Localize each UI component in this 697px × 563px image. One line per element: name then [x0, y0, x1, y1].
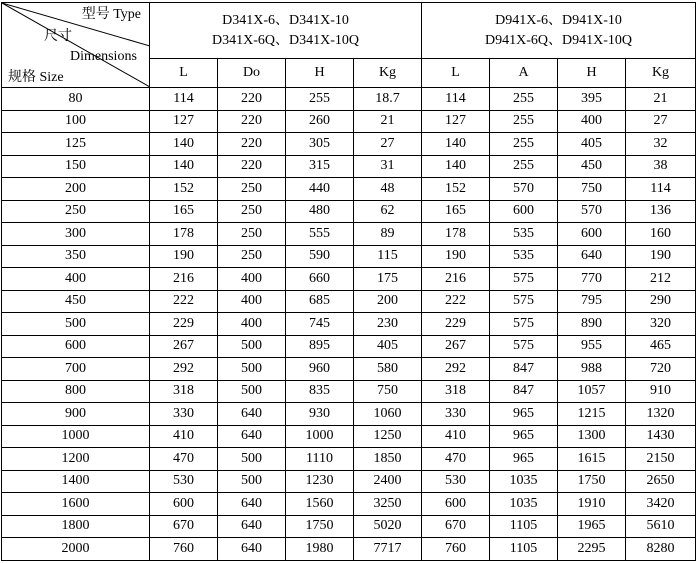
- table-row: [2, 178, 696, 201]
- value-cell: 178: [150, 223, 218, 246]
- value-cell: 229: [422, 313, 490, 336]
- size-cell: 350: [2, 245, 150, 268]
- value-cell: 160: [626, 223, 696, 246]
- size-cell: 600: [2, 335, 150, 358]
- table-row: [2, 110, 696, 133]
- value-cell: 575: [490, 268, 558, 291]
- value-cell: 960: [286, 358, 354, 381]
- size-label: 规格 Size: [8, 70, 64, 85]
- value-cell: 770: [558, 268, 626, 291]
- value-cell: 3250: [354, 493, 422, 516]
- value-cell: 910: [626, 380, 696, 403]
- value-cell: 1000: [286, 425, 354, 448]
- value-cell: 685: [286, 290, 354, 313]
- value-cell: 21: [626, 88, 696, 111]
- value-cell: 1035: [490, 470, 558, 493]
- value-cell: 555: [286, 223, 354, 246]
- value-cell: 410: [150, 425, 218, 448]
- value-cell: 250: [218, 178, 286, 201]
- value-cell: 1615: [558, 448, 626, 471]
- value-cell: 575: [490, 335, 558, 358]
- value-cell: 115: [354, 245, 422, 268]
- value-cell: 320: [626, 313, 696, 336]
- value-cell: 220: [218, 110, 286, 133]
- value-cell: 250: [218, 200, 286, 223]
- value-cell: 220: [218, 88, 286, 111]
- table-row: [2, 380, 696, 403]
- dimensions-label-cn: 尺寸: [44, 29, 72, 44]
- size-cell: 125: [2, 133, 150, 156]
- value-cell: 745: [286, 313, 354, 336]
- column-header: Do: [218, 59, 286, 88]
- size-cell: 700: [2, 358, 150, 381]
- value-cell: 660: [286, 268, 354, 291]
- value-cell: 575: [490, 290, 558, 313]
- table-row: [2, 290, 696, 313]
- value-cell: 405: [354, 335, 422, 358]
- value-cell: 250: [218, 245, 286, 268]
- value-cell: 500: [218, 358, 286, 381]
- value-cell: 140: [422, 133, 490, 156]
- value-cell: 89: [354, 223, 422, 246]
- value-cell: 1750: [286, 515, 354, 538]
- table-row: [2, 448, 696, 471]
- value-cell: 600: [422, 493, 490, 516]
- value-cell: 1430: [626, 425, 696, 448]
- value-cell: 290: [626, 290, 696, 313]
- value-cell: 1060: [354, 403, 422, 426]
- value-cell: 720: [626, 358, 696, 381]
- value-cell: 1910: [558, 493, 626, 516]
- value-cell: 670: [422, 515, 490, 538]
- value-cell: 292: [150, 358, 218, 381]
- value-cell: 535: [490, 245, 558, 268]
- value-cell: 847: [490, 358, 558, 381]
- column-header: Kg: [626, 59, 696, 88]
- value-cell: 21: [354, 110, 422, 133]
- model-group-line1: D941X-6、D941X-10: [495, 12, 622, 28]
- size-cell: 2000: [2, 538, 150, 561]
- column-header: H: [558, 59, 626, 88]
- value-cell: 255: [490, 133, 558, 156]
- model-group-d941x: [422, 3, 696, 59]
- value-cell: 400: [218, 268, 286, 291]
- value-cell: 930: [286, 403, 354, 426]
- value-cell: 140: [150, 155, 218, 178]
- header-corner-cell: [2, 3, 150, 88]
- value-cell: 250: [218, 223, 286, 246]
- value-cell: 400: [558, 110, 626, 133]
- value-cell: 847: [490, 380, 558, 403]
- value-cell: 62: [354, 200, 422, 223]
- value-cell: 1105: [490, 538, 558, 561]
- value-cell: 2650: [626, 470, 696, 493]
- value-cell: 895: [286, 335, 354, 358]
- value-cell: 795: [558, 290, 626, 313]
- table-row: [2, 88, 696, 111]
- column-header: H: [286, 59, 354, 88]
- value-cell: 670: [150, 515, 218, 538]
- value-cell: 640: [218, 425, 286, 448]
- value-cell: 127: [150, 110, 218, 133]
- column-header: L: [422, 59, 490, 88]
- value-cell: 450: [558, 155, 626, 178]
- value-cell: 330: [422, 403, 490, 426]
- table-row: [2, 515, 696, 538]
- size-cell: 500: [2, 313, 150, 336]
- value-cell: 114: [150, 88, 218, 111]
- table-row: [2, 470, 696, 493]
- value-cell: 318: [422, 380, 490, 403]
- value-cell: 267: [422, 335, 490, 358]
- table-row: [2, 538, 696, 561]
- value-cell: 222: [422, 290, 490, 313]
- value-cell: 835: [286, 380, 354, 403]
- value-cell: 212: [626, 268, 696, 291]
- value-cell: 38: [626, 155, 696, 178]
- value-cell: 760: [150, 538, 218, 561]
- size-cell: 1400: [2, 470, 150, 493]
- value-cell: 255: [490, 88, 558, 111]
- value-cell: 216: [150, 268, 218, 291]
- size-cell: 1200: [2, 448, 150, 471]
- value-cell: 988: [558, 358, 626, 381]
- value-cell: 1560: [286, 493, 354, 516]
- value-cell: 500: [218, 335, 286, 358]
- model-group-d341x: [150, 3, 422, 59]
- value-cell: 890: [558, 313, 626, 336]
- value-cell: 640: [558, 245, 626, 268]
- table-row: [2, 133, 696, 156]
- table-row: [2, 403, 696, 426]
- value-cell: 530: [422, 470, 490, 493]
- size-cell: 400: [2, 268, 150, 291]
- value-cell: 965: [490, 403, 558, 426]
- size-cell: 1600: [2, 493, 150, 516]
- value-cell: 200: [354, 290, 422, 313]
- value-cell: 530: [150, 470, 218, 493]
- value-cell: 32: [626, 133, 696, 156]
- table-row: [2, 493, 696, 516]
- value-cell: 600: [558, 223, 626, 246]
- table-row: [2, 358, 696, 381]
- value-cell: 500: [218, 470, 286, 493]
- value-cell: 114: [626, 178, 696, 201]
- value-cell: 470: [422, 448, 490, 471]
- value-cell: 330: [150, 403, 218, 426]
- dimensions-label-en: Dimensions: [70, 49, 137, 64]
- size-cell: 450: [2, 290, 150, 313]
- value-cell: 140: [150, 133, 218, 156]
- value-cell: 640: [218, 493, 286, 516]
- value-cell: 1320: [626, 403, 696, 426]
- value-cell: 2150: [626, 448, 696, 471]
- model-group-line2: D941X-6Q、D941X-10Q: [485, 32, 632, 48]
- value-cell: 230: [354, 313, 422, 336]
- value-cell: 127: [422, 110, 490, 133]
- value-cell: 750: [354, 380, 422, 403]
- value-cell: 640: [218, 403, 286, 426]
- value-cell: 580: [354, 358, 422, 381]
- value-cell: 165: [150, 200, 218, 223]
- size-cell: 800: [2, 380, 150, 403]
- value-cell: 410: [422, 425, 490, 448]
- value-cell: 222: [150, 290, 218, 313]
- value-cell: 229: [150, 313, 218, 336]
- value-cell: 175: [354, 268, 422, 291]
- type-label: 型号 Type: [81, 7, 141, 22]
- value-cell: 1250: [354, 425, 422, 448]
- value-cell: 1105: [490, 515, 558, 538]
- value-cell: 965: [490, 425, 558, 448]
- size-cell: 100: [2, 110, 150, 133]
- value-cell: 114: [422, 88, 490, 111]
- value-cell: 190: [422, 245, 490, 268]
- value-cell: 500: [218, 448, 286, 471]
- value-cell: 640: [218, 538, 286, 561]
- size-cell: 300: [2, 223, 150, 246]
- value-cell: 140: [422, 155, 490, 178]
- value-cell: 570: [490, 178, 558, 201]
- table-row: [2, 268, 696, 291]
- value-cell: 465: [626, 335, 696, 358]
- value-cell: 27: [354, 133, 422, 156]
- value-cell: 3420: [626, 493, 696, 516]
- dimension-table-wrapper: [1, 2, 696, 561]
- size-cell: 150: [2, 155, 150, 178]
- value-cell: 395: [558, 88, 626, 111]
- value-cell: 18.7: [354, 88, 422, 111]
- value-cell: 220: [218, 155, 286, 178]
- value-cell: 267: [150, 335, 218, 358]
- value-cell: 2400: [354, 470, 422, 493]
- value-cell: 7717: [354, 538, 422, 561]
- value-cell: 2295: [558, 538, 626, 561]
- value-cell: 1057: [558, 380, 626, 403]
- table-row: [2, 200, 696, 223]
- value-cell: 152: [150, 178, 218, 201]
- value-cell: 1980: [286, 538, 354, 561]
- value-cell: 440: [286, 178, 354, 201]
- value-cell: 255: [286, 88, 354, 111]
- size-cell: 1800: [2, 515, 150, 538]
- value-cell: 470: [150, 448, 218, 471]
- value-cell: 136: [626, 200, 696, 223]
- value-cell: 965: [490, 448, 558, 471]
- value-cell: 305: [286, 133, 354, 156]
- value-cell: 640: [218, 515, 286, 538]
- value-cell: 590: [286, 245, 354, 268]
- value-cell: 255: [490, 110, 558, 133]
- value-cell: 1035: [490, 493, 558, 516]
- value-cell: 480: [286, 200, 354, 223]
- size-cell: 1000: [2, 425, 150, 448]
- value-cell: 600: [150, 493, 218, 516]
- value-cell: 1750: [558, 470, 626, 493]
- value-cell: 8280: [626, 538, 696, 561]
- column-header: Kg: [354, 59, 422, 88]
- table-row: [2, 425, 696, 448]
- value-cell: 535: [490, 223, 558, 246]
- value-cell: 750: [558, 178, 626, 201]
- value-cell: 190: [150, 245, 218, 268]
- value-cell: 292: [422, 358, 490, 381]
- value-cell: 570: [558, 200, 626, 223]
- table-row: [2, 313, 696, 336]
- value-cell: 255: [490, 155, 558, 178]
- value-cell: 27: [626, 110, 696, 133]
- size-cell: 900: [2, 403, 150, 426]
- value-cell: 190: [626, 245, 696, 268]
- value-cell: 500: [218, 380, 286, 403]
- value-cell: 5020: [354, 515, 422, 538]
- value-cell: 318: [150, 380, 218, 403]
- table-row: [2, 223, 696, 246]
- value-cell: 152: [422, 178, 490, 201]
- value-cell: 31: [354, 155, 422, 178]
- value-cell: 178: [422, 223, 490, 246]
- value-cell: 216: [422, 268, 490, 291]
- column-header: A: [490, 59, 558, 88]
- table-row: [2, 155, 696, 178]
- value-cell: 575: [490, 313, 558, 336]
- model-group-line2: D341X-6Q、D341X-10Q: [212, 32, 359, 48]
- table-row: [2, 245, 696, 268]
- value-cell: 600: [490, 200, 558, 223]
- value-cell: 405: [558, 133, 626, 156]
- value-cell: 220: [218, 133, 286, 156]
- dimension-table: [1, 2, 696, 561]
- size-cell: 80: [2, 88, 150, 111]
- value-cell: 1215: [558, 403, 626, 426]
- column-header: L: [150, 59, 218, 88]
- value-cell: 955: [558, 335, 626, 358]
- value-cell: 1965: [558, 515, 626, 538]
- value-cell: 165: [422, 200, 490, 223]
- size-cell: 250: [2, 200, 150, 223]
- value-cell: 48: [354, 178, 422, 201]
- value-cell: 260: [286, 110, 354, 133]
- value-cell: 1300: [558, 425, 626, 448]
- value-cell: 1110: [286, 448, 354, 471]
- value-cell: 1850: [354, 448, 422, 471]
- value-cell: 5610: [626, 515, 696, 538]
- value-cell: 315: [286, 155, 354, 178]
- model-group-line1: D341X-6、D341X-10: [222, 12, 349, 28]
- value-cell: 400: [218, 313, 286, 336]
- value-cell: 760: [422, 538, 490, 561]
- value-cell: 400: [218, 290, 286, 313]
- value-cell: 1230: [286, 470, 354, 493]
- size-cell: 200: [2, 178, 150, 201]
- table-row: [2, 335, 696, 358]
